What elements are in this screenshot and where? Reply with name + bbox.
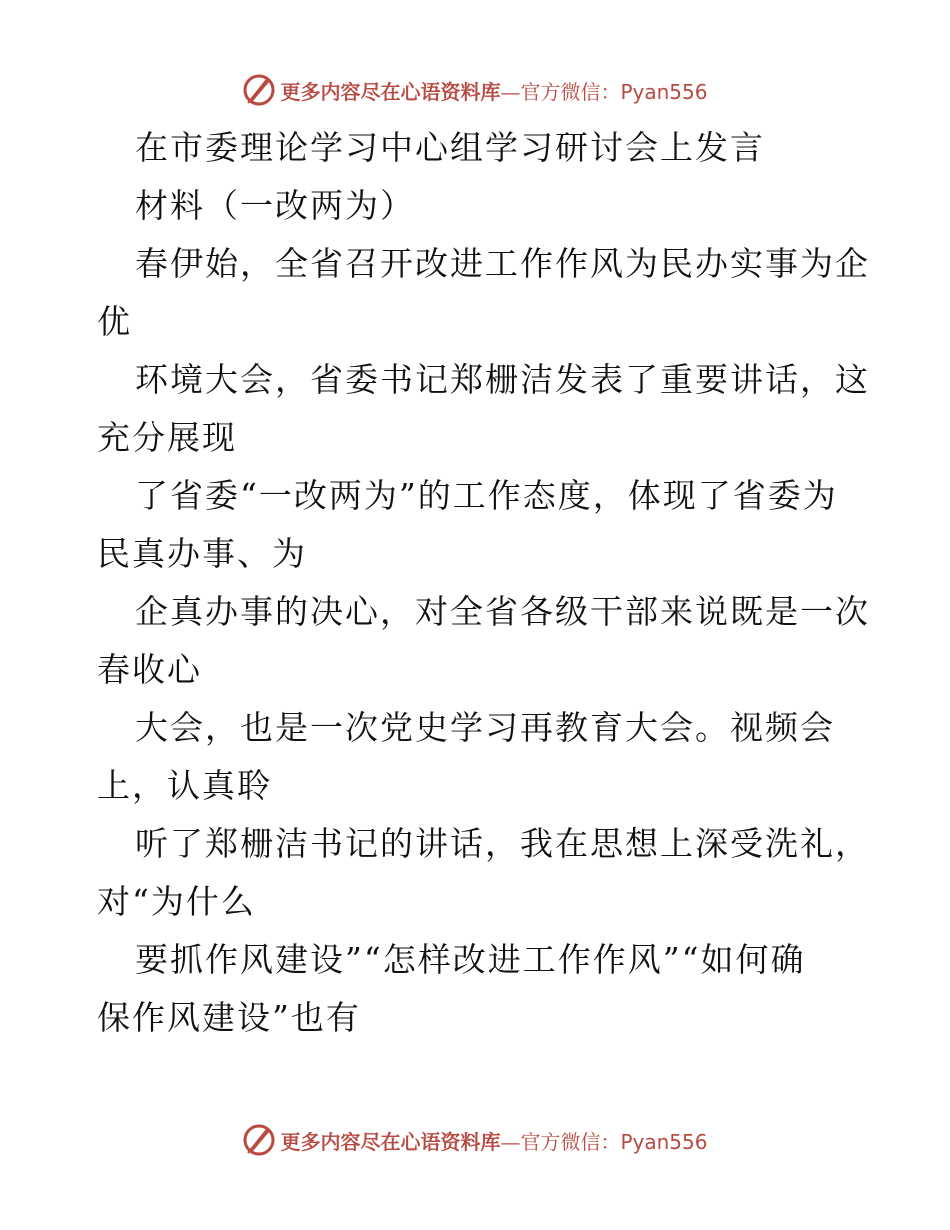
quill-pen-circle-icon xyxy=(242,1123,276,1157)
watermark-separator: — xyxy=(500,79,521,104)
doc-line: 在市委理论学习中心组学习研讨会上发言 xyxy=(135,128,765,167)
doc-line: 要抓作风建设”“怎样改进工作作风”“如何确 xyxy=(135,940,806,979)
doc-line: 春收心 xyxy=(97,650,202,689)
doc-line: 企真办事的决心，对全省各级干部来说既是一次 xyxy=(135,592,870,631)
doc-line: 春伊始，全省召开改进工作作风为民办实事为企 xyxy=(135,244,870,283)
doc-line: 大会，也是一次党史学习再教育大会。视频会 xyxy=(135,708,835,747)
watermark-contact: 官方微信：Pyan556 xyxy=(520,1129,708,1154)
quill-pen-circle-icon xyxy=(242,73,276,107)
watermark-text xyxy=(280,1126,707,1155)
watermark-separator: — xyxy=(500,1129,521,1154)
doc-line: 保作风建设”也有 xyxy=(97,998,361,1037)
doc-line: 听了郑栅洁书记的讲话，我在思想上深受洗礼， xyxy=(135,824,870,863)
header-watermark xyxy=(0,70,950,110)
watermark-contact: 官方微信：Pyan556 xyxy=(520,79,708,104)
doc-line: 环境大会，省委书记郑栅洁发表了重要讲话，这 xyxy=(135,360,870,399)
doc-line: 优 xyxy=(97,302,132,341)
doc-line: 了省委“一改两为”的工作态度，体现了省委为 xyxy=(135,476,838,515)
watermark-main-text: 更多内容尽在心语资料库 xyxy=(280,79,501,104)
footer-watermark xyxy=(0,1120,950,1160)
watermark-text xyxy=(280,76,707,105)
doc-line: 上，认真聆 xyxy=(97,766,272,805)
doc-line: 充分展现 xyxy=(97,418,237,457)
doc-line: 对“为什么 xyxy=(97,882,256,921)
doc-line: 材料（一改两为） xyxy=(135,186,415,225)
watermark-main-text: 更多内容尽在心语资料库 xyxy=(280,1129,501,1154)
doc-line: 民真办事、为 xyxy=(97,534,307,573)
